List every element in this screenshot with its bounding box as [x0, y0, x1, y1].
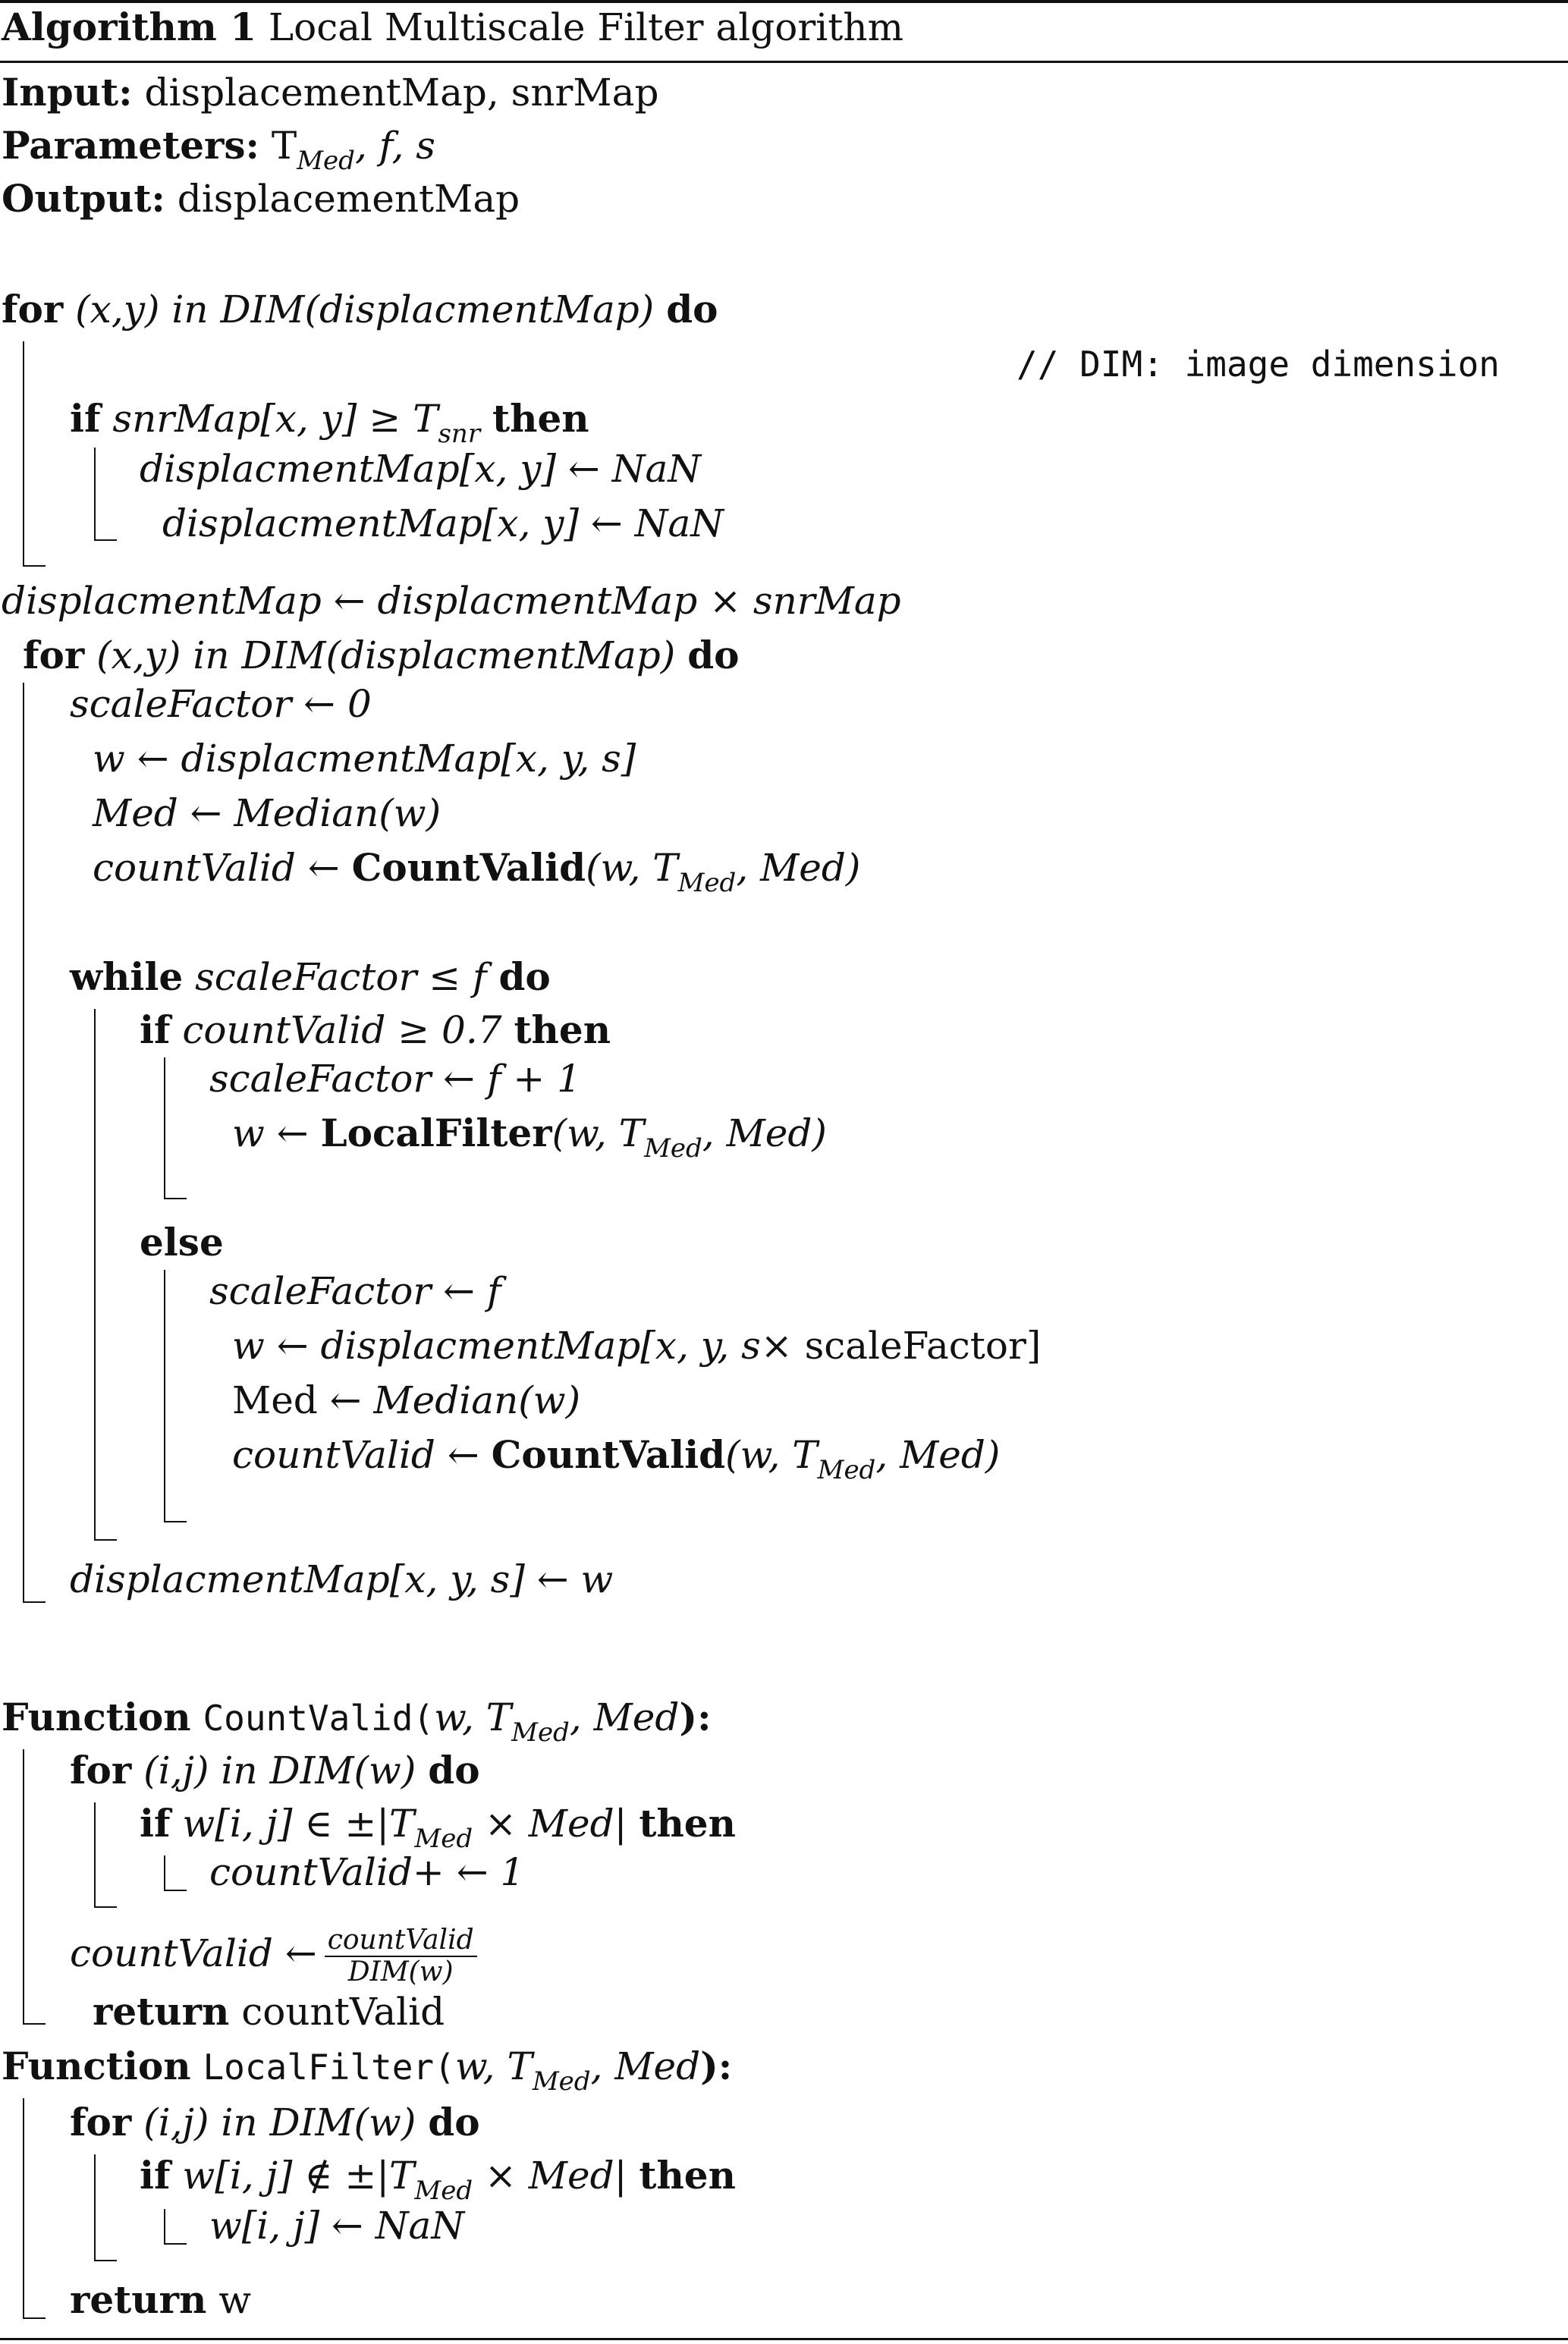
- if2-bar: [164, 1057, 165, 1199]
- dim-comment: // DIM: image dimension: [1017, 344, 1500, 385]
- countvalid-2: countValid ← CountValid(w, $T_{Med}$, Med): [232, 1432, 1001, 1485]
- scalefactor-init: scaleFactor ← 0: [70, 682, 372, 726]
- if-snr: if snrMap[x, $y] \ge T_{snr}$ then: [70, 396, 589, 449]
- w-assign-1: w ← displacmentMap[x, y, s]: [93, 737, 636, 781]
- else-bar: [164, 1270, 165, 1522]
- cv-increment: countValid+ ← 1: [209, 1850, 525, 1894]
- for1-bar: [23, 341, 24, 566]
- while-bar: [94, 1009, 96, 1540]
- for2-bar: [23, 683, 24, 1602]
- parameters-line: Parameters: $T_{Med}$, f, s: [2, 123, 435, 176]
- lf-for-bar: [94, 2154, 96, 2261]
- countvalid-1: countValid ← CountValid(w, $T_{Med}$, Med): [93, 845, 861, 898]
- cv-if-hook-bar: [164, 1855, 165, 1890]
- lf-if-hook-bar: [164, 2209, 165, 2244]
- cv-for-bar: [94, 1802, 96, 1907]
- nan-assign-2: displacmentMap[x, y] ← NaN: [162, 501, 724, 545]
- while-loop: while scaleFactor ≤ f do: [70, 954, 551, 999]
- algorithm-label: Algorithm 1: [2, 5, 256, 49]
- lf-nan: w[i, j] ← NaN: [209, 2204, 465, 2248]
- lf-if-hook: [164, 2243, 187, 2245]
- scalefactor-plus-one: scaleFactor ← f + 1: [209, 1057, 581, 1101]
- cv-if: if w[i, j] ∈ $\pm|T_{Med} \times Med|$ then: [140, 1801, 736, 1854]
- caption-rule: [0, 61, 1568, 63]
- cv-return: return countValid: [93, 1989, 445, 2034]
- if-countvalid: if countValid ≥ 0.7 then: [140, 1007, 611, 1052]
- while-hook: [94, 1539, 117, 1541]
- cv-fn-bar: [23, 1749, 24, 2024]
- for1-hook: [23, 565, 46, 567]
- median-1: Med ← Median(w): [93, 791, 441, 835]
- scalefactor-f: scaleFactor ← f: [209, 1269, 501, 1313]
- lf-for: for (i,j) in DIM(w) do: [70, 2100, 480, 2144]
- lf-fn-hook: [23, 2317, 46, 2319]
- lf-if: if w[i, j] ∉ $\pm|T_{Med} \times Med|$ then: [140, 2153, 736, 2206]
- bottom-rule: [0, 2338, 1568, 2340]
- cv-for-hook: [94, 1906, 117, 1908]
- for2-hook: [23, 1601, 46, 1603]
- if2-hook: [164, 1198, 187, 1199]
- lf-return: return w: [70, 2277, 252, 2322]
- median-2: Med ← Median(w): [232, 1378, 581, 1422]
- input-line: Input: displacementMap, snrMap: [2, 70, 659, 115]
- if1-bar: [94, 448, 96, 540]
- lf-for-hook: [94, 2260, 117, 2261]
- nan-assign-1: displacmentMap[x, y] ← NaN: [140, 447, 702, 491]
- multiply-line: displacmentMap ← displacmentMap × snrMap: [2, 579, 901, 623]
- for-loop-1: for (x,y) in DIM(displacmentMap) do: [2, 287, 718, 331]
- displacement-assign: displacmentMap[x, y, s] ← w: [70, 1557, 614, 1601]
- cv-divide: countValid ← $\frac{\text{countValid}}{\text{DIM(w)}}$: [70, 1925, 477, 1994]
- algorithm-title: Local Multiscale Filter algorithm: [268, 5, 903, 49]
- top-rule: [0, 0, 1568, 3]
- for-loop-2: for (x,y) in DIM(displacmentMap) do: [23, 633, 740, 677]
- else-hook: [164, 1521, 187, 1522]
- lf-fn-bar: [23, 2098, 24, 2318]
- function-localfilter: Function LocalFilter(w, $T_{Med}$, Med):: [2, 2044, 733, 2097]
- if1-hook: [94, 539, 117, 541]
- cv-for: for (i,j) in DIM(w) do: [70, 1748, 480, 1793]
- localfilter-call: w ← LocalFilter(w, $T_{Med}$, Med): [232, 1111, 827, 1164]
- algorithm-caption: [2, 5, 903, 50]
- output-line: Output: displacementMap: [2, 176, 520, 221]
- cv-fraction: $\frac{\text{countValid}}{\text{DIM(w)}}$: [325, 1925, 477, 1987]
- function-countvalid: Function CountValid(w, $T_{Med}$, Med):: [2, 1695, 712, 1748]
- else-keyword: else: [140, 1220, 224, 1265]
- w-assign-2: w ← displacmentMap[x, y, s× scaleFactor]: [232, 1324, 1042, 1368]
- cv-fn-hook: [23, 2023, 46, 2025]
- cv-if-hook: [164, 1890, 187, 1891]
